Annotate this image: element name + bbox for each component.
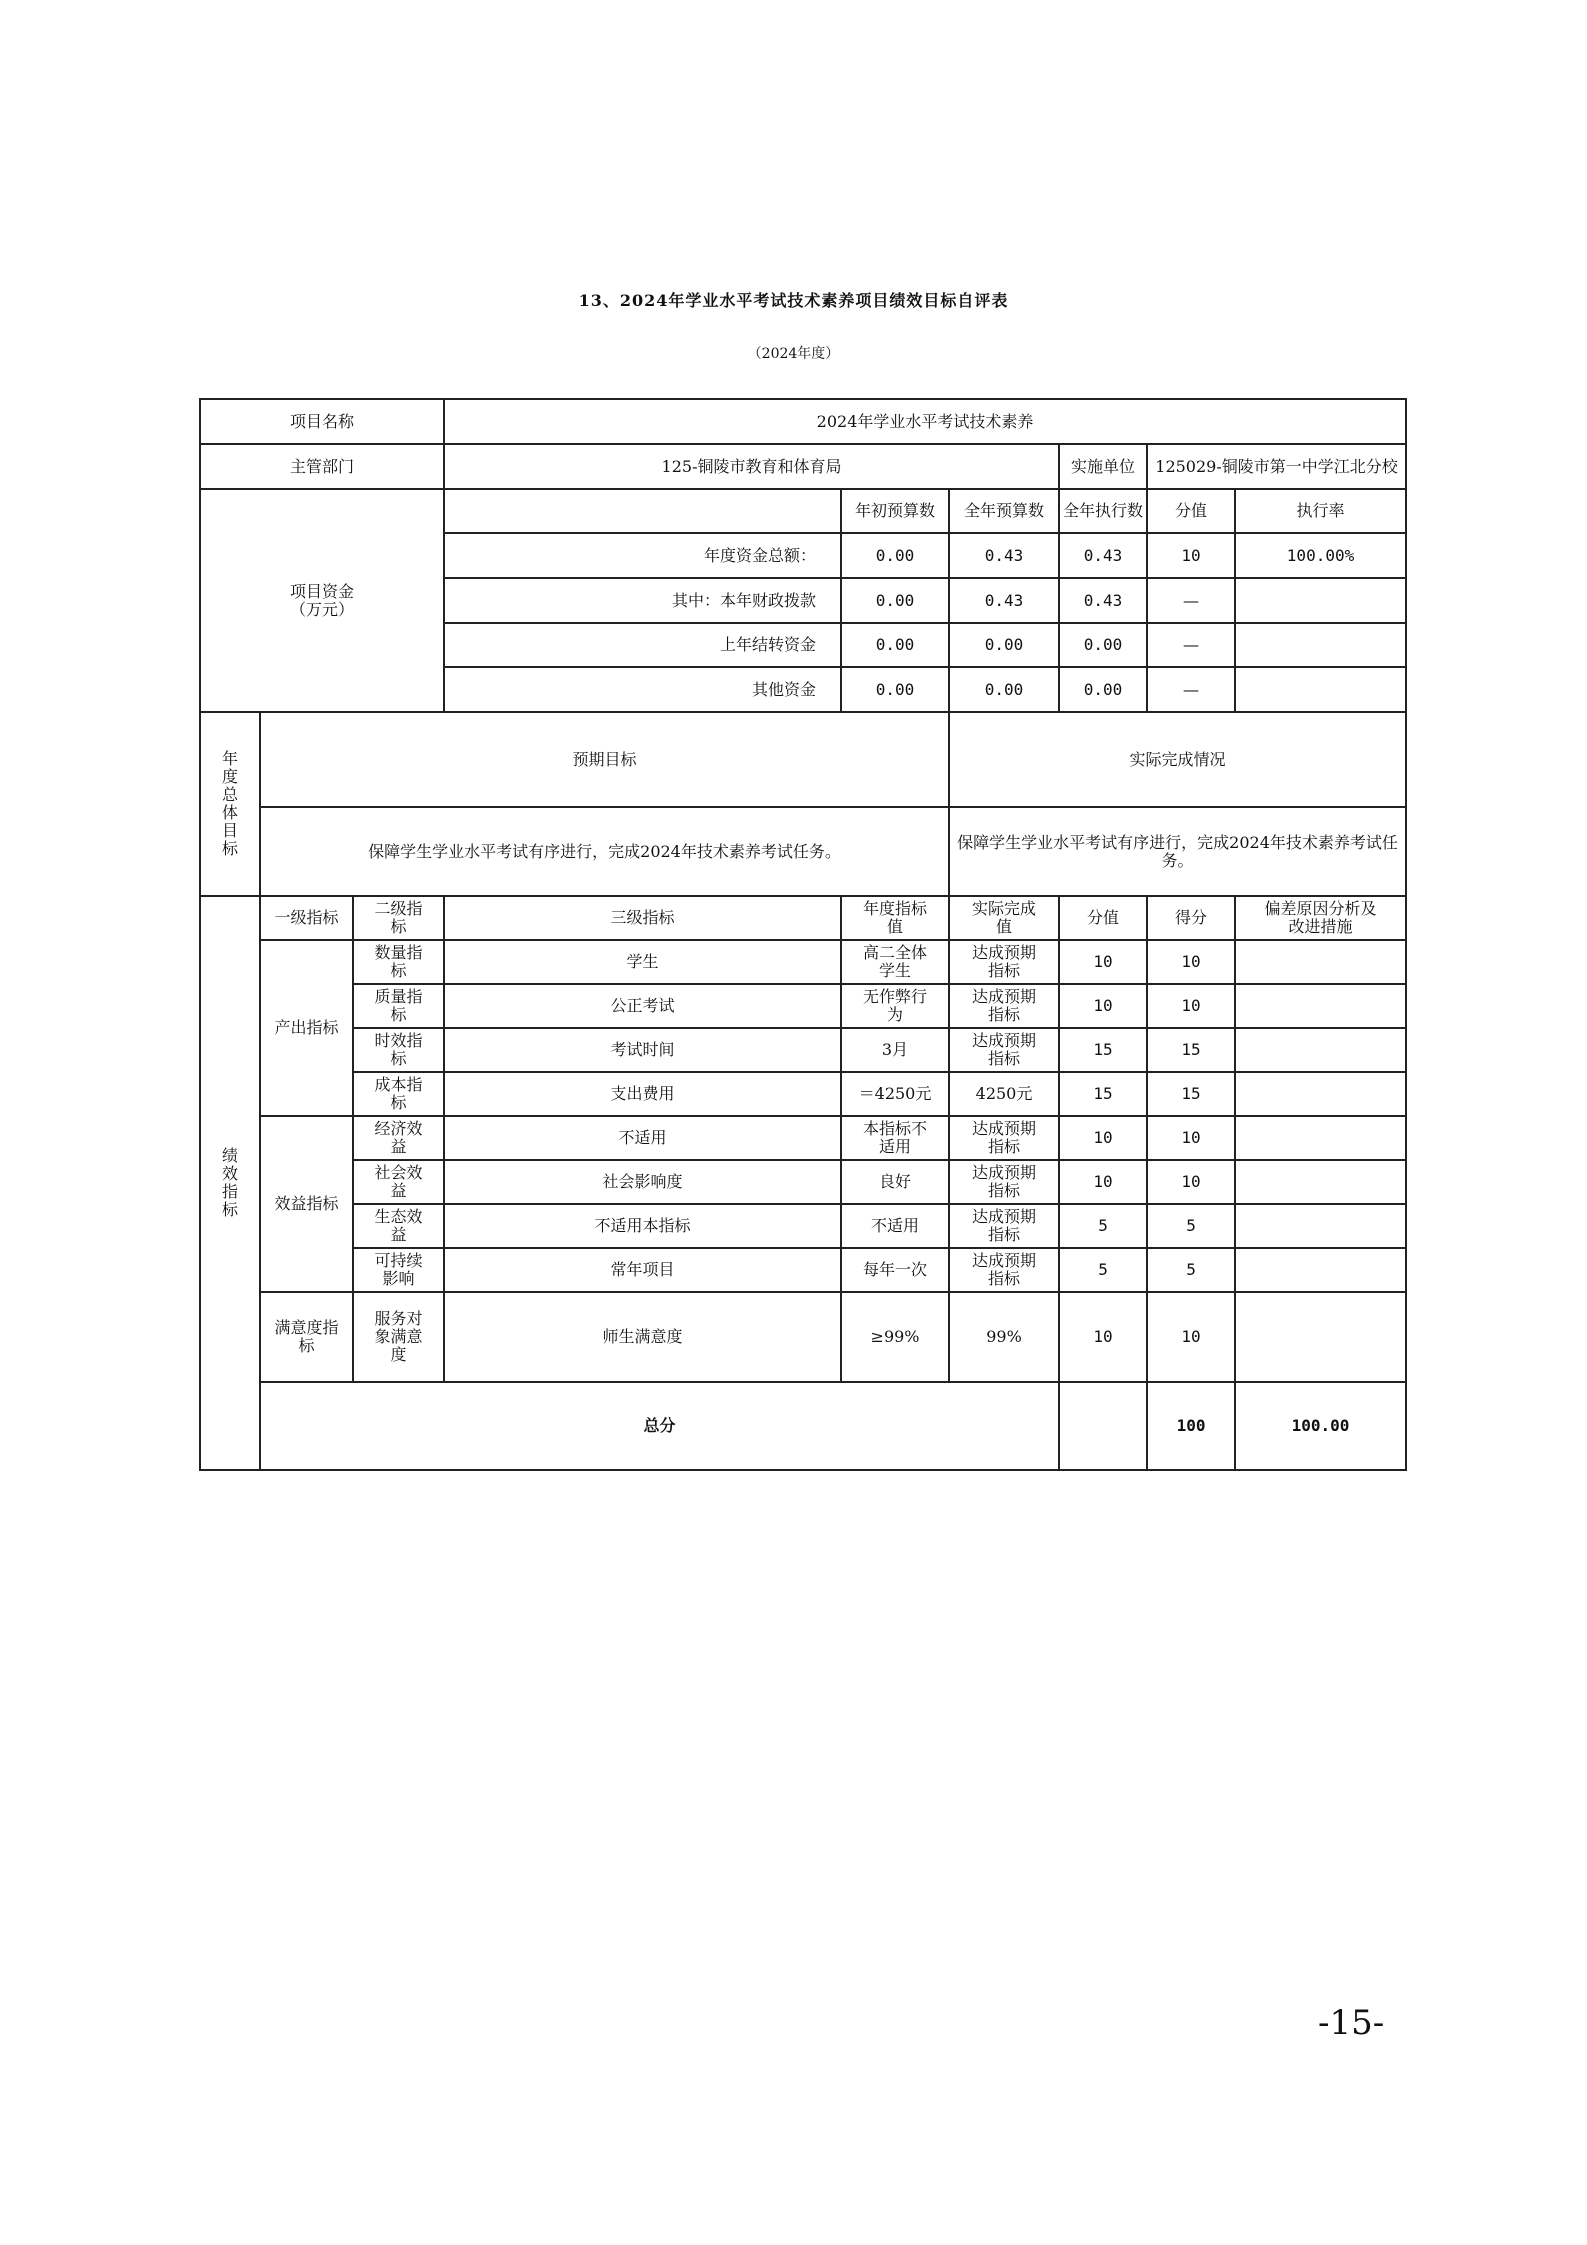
actual-cell: 达成预期 指标 <box>949 1028 1059 1072</box>
score-cell: 15 <box>1147 1028 1235 1072</box>
header-level3: 三级指标 <box>444 896 841 940</box>
target-cell: 每年一次 <box>841 1248 949 1292</box>
header-level1: 一级指标 <box>260 896 353 940</box>
unit-value: 125029-铜陵市第一中学江北分校 <box>1147 444 1406 489</box>
target-cell: 高二全体 学生 <box>841 940 949 984</box>
indicator-row <box>200 1160 1406 1204</box>
funds-rate <box>1235 667 1406 712</box>
level2-cell: 数量指 标 <box>353 940 444 984</box>
score-value-cell: 10 <box>1059 984 1147 1028</box>
level3-cell: 师生满意度 <box>444 1292 841 1382</box>
deviation-cell <box>1235 1292 1406 1382</box>
level2-cell: 服务对 象满意 度 <box>353 1292 444 1382</box>
funds-initial: 0.00 <box>841 533 949 578</box>
funds-executed: 0.00 <box>1059 667 1147 712</box>
level3-cell: 公正考试 <box>444 984 841 1028</box>
actual-cell: 达成预期 指标 <box>949 1248 1059 1292</box>
funds-header-blank <box>444 489 841 533</box>
goal-actual-header: 实际完成情况 <box>949 712 1406 807</box>
funds-initial: 0.00 <box>841 578 949 623</box>
deviation-cell <box>1235 1248 1406 1292</box>
score-cell: 10 <box>1147 984 1235 1028</box>
goal-actual-text: 保障学生学业水平考试有序进行，完成2024年技术素养考试任务。 <box>949 807 1406 896</box>
indicator-row <box>200 984 1406 1028</box>
indicator-row <box>200 1072 1406 1116</box>
score-cell: 10 <box>1147 1292 1235 1382</box>
level2-cell: 生态效 益 <box>353 1204 444 1248</box>
actual-cell: 99% <box>949 1292 1059 1382</box>
funds-header-annual: 全年预算数 <box>949 489 1059 533</box>
total-blank <box>1059 1382 1147 1470</box>
actual-cell: 达成预期 指标 <box>949 984 1059 1028</box>
goal-expected-text: 保障学生学业水平考试有序进行，完成2024年技术素养考试任务。 <box>260 807 949 896</box>
funds-rate <box>1235 578 1406 623</box>
funds-rate: 100.00% <box>1235 533 1406 578</box>
goal-header-row <box>200 712 1406 807</box>
funds-annual: 0.00 <box>949 667 1059 712</box>
target-cell: ＝4250元 <box>841 1072 949 1116</box>
level2-cell: 经济效 益 <box>353 1116 444 1160</box>
funds-initial: 0.00 <box>841 623 949 667</box>
total-label: 总分 <box>260 1382 1059 1470</box>
funds-score-value: — <box>1147 623 1235 667</box>
indicator-row <box>200 1116 1406 1160</box>
funds-header-rate: 执行率 <box>1235 489 1406 533</box>
score-cell: 15 <box>1147 1072 1235 1116</box>
header-score: 得分 <box>1147 896 1235 940</box>
level2-cell: 时效指 标 <box>353 1028 444 1072</box>
indicator-row <box>200 1248 1406 1292</box>
header-level2: 二级指 标 <box>353 896 444 940</box>
level3-cell: 不适用 <box>444 1116 841 1160</box>
funds-executed: 0.43 <box>1059 578 1147 623</box>
funds-label: 项目资金 （万元） <box>200 489 444 712</box>
funds-row-label: 其中：本年财政拨款 <box>444 578 841 623</box>
goal-expected-header: 预期目标 <box>260 712 949 807</box>
indicators-header-row <box>200 896 1406 940</box>
project-name-value: 2024年学业水平考试技术素养 <box>444 399 1406 444</box>
score-value-cell: 5 <box>1059 1204 1147 1248</box>
level2-cell: 可持续 影响 <box>353 1248 444 1292</box>
level3-cell: 支出费用 <box>444 1072 841 1116</box>
funds-row-label: 上年结转资金 <box>444 623 841 667</box>
department-row <box>200 444 1406 489</box>
deviation-cell <box>1235 1028 1406 1072</box>
funds-executed: 0.43 <box>1059 533 1147 578</box>
score-cell: 5 <box>1147 1248 1235 1292</box>
funds-row-label: 年度资金总额： <box>444 533 841 578</box>
actual-cell: 达成预期 指标 <box>949 1116 1059 1160</box>
funds-score-value: 10 <box>1147 533 1235 578</box>
dept-label: 主管部门 <box>200 444 444 489</box>
page-number: -15- <box>1318 2003 1385 2043</box>
target-cell: 良好 <box>841 1160 949 1204</box>
actual-cell: 4250元 <box>949 1072 1059 1116</box>
score-value-cell: 5 <box>1059 1248 1147 1292</box>
project-name-row <box>200 399 1406 444</box>
year-note: （2024年度） <box>747 346 840 362</box>
header-score-value: 分值 <box>1059 896 1147 940</box>
score-value-cell: 10 <box>1059 1116 1147 1160</box>
header-target: 年度指标 值 <box>841 896 949 940</box>
target-cell: 3月 <box>841 1028 949 1072</box>
evaluation-table <box>199 398 1407 1471</box>
level2-cell: 成本指 标 <box>353 1072 444 1116</box>
funds-annual: 0.43 <box>949 533 1059 578</box>
indicator-row <box>200 1204 1406 1248</box>
total-score-value: 100 <box>1147 1382 1235 1470</box>
score-value-cell: 10 <box>1059 940 1147 984</box>
project-name-label: 项目名称 <box>200 399 444 444</box>
header-actual: 实际完成 值 <box>949 896 1059 940</box>
deviation-cell <box>1235 984 1406 1028</box>
level3-cell: 考试时间 <box>444 1028 841 1072</box>
deviation-cell <box>1235 1116 1406 1160</box>
level2-cell: 社会效 益 <box>353 1160 444 1204</box>
level3-cell: 社会影响度 <box>444 1160 841 1204</box>
score-value-cell: 10 <box>1059 1292 1147 1382</box>
indicator-row <box>200 1292 1406 1382</box>
score-cell: 10 <box>1147 1116 1235 1160</box>
document-title: 13、2024年学业水平考试技术素养项目绩效目标自评表 <box>578 291 1009 310</box>
funds-annual: 0.00 <box>949 623 1059 667</box>
actual-cell: 达成预期 指标 <box>949 940 1059 984</box>
indicators-label: 绩 效 指 标 <box>200 896 260 1470</box>
level3-cell: 常年项目 <box>444 1248 841 1292</box>
score-value-cell: 15 <box>1059 1028 1147 1072</box>
deviation-cell <box>1235 1204 1406 1248</box>
score-value-cell: 15 <box>1059 1072 1147 1116</box>
deviation-cell <box>1235 1072 1406 1116</box>
funds-score-value: — <box>1147 667 1235 712</box>
score-cell: 10 <box>1147 1160 1235 1204</box>
actual-cell: 达成预期 指标 <box>949 1160 1059 1204</box>
level1-output: 产出指标 <box>260 940 353 1116</box>
target-cell: 无作弊行 为 <box>841 984 949 1028</box>
funds-header-initial: 年初预算数 <box>841 489 949 533</box>
funds-annual: 0.43 <box>949 578 1059 623</box>
funds-header-score-value: 分值 <box>1147 489 1235 533</box>
dept-value: 125-铜陵市教育和体育局 <box>444 444 1059 489</box>
total-row <box>200 1382 1406 1470</box>
level2-cell: 质量指 标 <box>353 984 444 1028</box>
funds-rate <box>1235 623 1406 667</box>
target-cell: 本指标不 适用 <box>841 1116 949 1160</box>
funds-executed: 0.00 <box>1059 623 1147 667</box>
level1-satisfaction: 满意度指 标 <box>260 1292 353 1382</box>
header-deviation: 偏差原因分析及 改进措施 <box>1235 896 1406 940</box>
total-score: 100.00 <box>1235 1382 1406 1470</box>
score-value-cell: 10 <box>1059 1160 1147 1204</box>
goal-label: 年 度 总 体 目 标 <box>200 712 260 896</box>
level3-cell: 学生 <box>444 940 841 984</box>
funds-header-executed: 全年执行数 <box>1059 489 1147 533</box>
score-cell: 5 <box>1147 1204 1235 1248</box>
level1-benefit: 效益指标 <box>260 1116 353 1292</box>
deviation-cell <box>1235 940 1406 984</box>
unit-label: 实施单位 <box>1059 444 1147 489</box>
actual-cell: 达成预期 指标 <box>949 1204 1059 1248</box>
funds-score-value: — <box>1147 578 1235 623</box>
target-cell: ≥99% <box>841 1292 949 1382</box>
funds-row-label: 其他资金 <box>444 667 841 712</box>
indicator-row <box>200 1028 1406 1072</box>
deviation-cell <box>1235 1160 1406 1204</box>
level3-cell: 不适用本指标 <box>444 1204 841 1248</box>
funds-header-row <box>200 489 1406 533</box>
score-cell: 10 <box>1147 940 1235 984</box>
goal-content-row <box>200 807 1406 896</box>
funds-initial: 0.00 <box>841 667 949 712</box>
indicator-row <box>200 940 1406 984</box>
target-cell: 不适用 <box>841 1204 949 1248</box>
